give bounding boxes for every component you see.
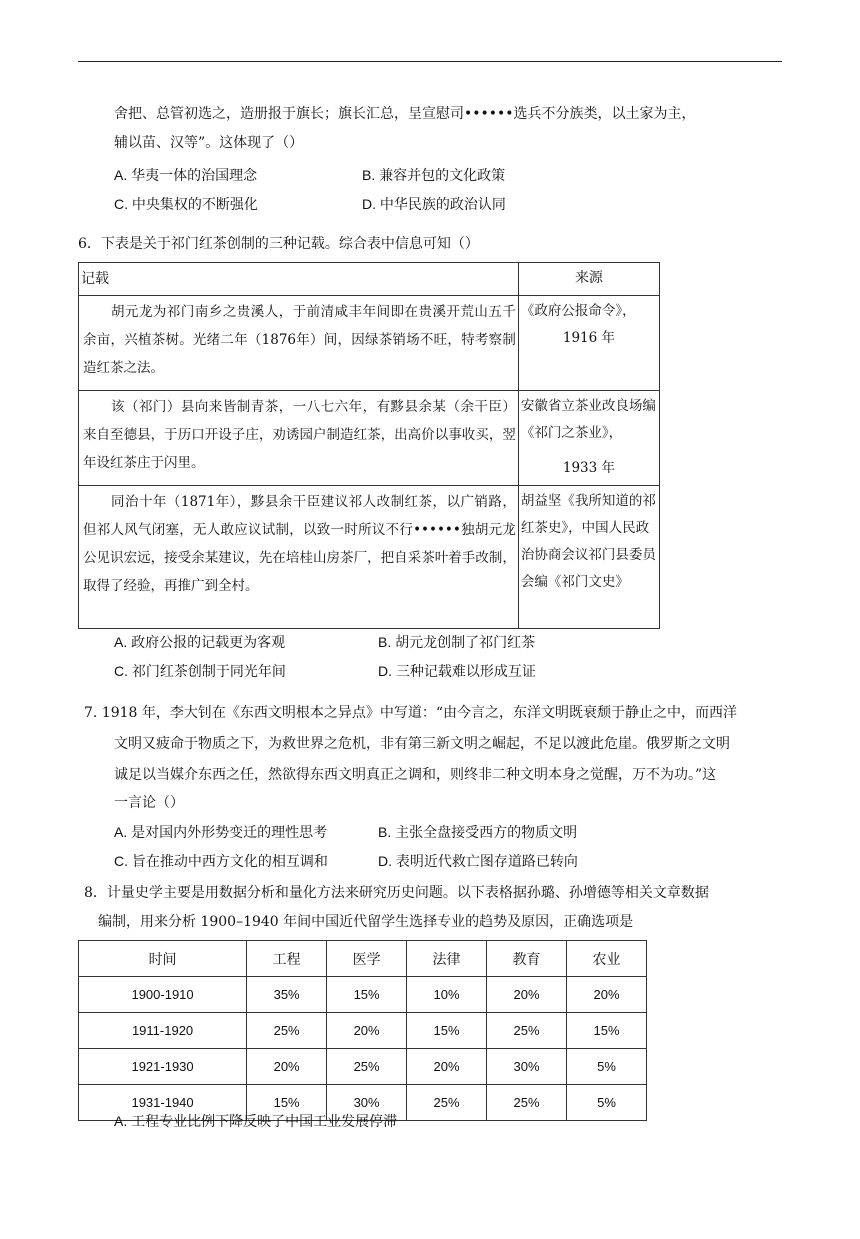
q8-stem-line1: 8．计量史学主要是用数据分析和量化方法来研究历史问题。以下表格据孙璐、孙增德等相关文章数据 bbox=[84, 885, 709, 901]
table-cell: 20% bbox=[487, 977, 567, 1013]
table-header-row bbox=[79, 263, 660, 296]
table-row bbox=[79, 1049, 647, 1085]
header-source: 来源 bbox=[518, 263, 659, 296]
table-row bbox=[79, 296, 660, 391]
table-row bbox=[79, 977, 647, 1013]
header-cell: 法律 bbox=[407, 941, 487, 977]
q5-option-a[interactable]: A. 华夷一体的治国理念 bbox=[114, 167, 258, 184]
q5-stem-line2: 辅以苗、汉等”。这体现了（） bbox=[114, 135, 304, 151]
table-cell: 15% bbox=[567, 1013, 647, 1049]
table-cell: 15% bbox=[327, 977, 407, 1013]
table-cell: 5% bbox=[567, 1049, 647, 1085]
table-cell: 1931-1940 bbox=[79, 1085, 247, 1121]
table-cell: 20% bbox=[247, 1049, 327, 1085]
q7-stem-line1: 7. 1918 年，李大钊在《东西文明根本之异点》中写道：“由今言之，东洋文明既衰颓于静止之中，而西洋 bbox=[84, 705, 738, 721]
q7-stem-line4: 一言论（） bbox=[114, 795, 184, 811]
table-cell: 1921-1930 bbox=[79, 1049, 247, 1085]
record-text: 同治十年（1871年），黟县余干臣建议祁人改制红茶，以广销路，但祁人风气闭塞，无人敢应议试制，以致一时所议不行••••••独胡元龙公见识宏远，接受余某建议，先在培桂山房茶厂，把自采茶叶着手改制，取得了经验，再推广到全村。 bbox=[79, 486, 519, 629]
q5-option-d[interactable]: D. 中华民族的政治认同 bbox=[362, 196, 506, 213]
record-source: 安徽省立茶业改良场编《祁门之茶业》， 1933 年 bbox=[518, 391, 659, 486]
table-cell: 5% bbox=[567, 1085, 647, 1121]
table-cell: 30% bbox=[327, 1085, 407, 1121]
table-cell: 1911-1920 bbox=[79, 1013, 247, 1049]
table-row bbox=[79, 1013, 647, 1049]
q7-option-a[interactable]: A. 是对国内外形势变迁的理性思考 bbox=[114, 824, 328, 841]
q6-option-b[interactable]: B. 胡元龙创制了祁门红茶 bbox=[378, 634, 536, 651]
header-cell: 时间 bbox=[79, 941, 247, 977]
table-cell: 15% bbox=[407, 1013, 487, 1049]
table-cell: 15% bbox=[247, 1085, 327, 1121]
table-cell: 20% bbox=[327, 1013, 407, 1049]
table-cell: 25% bbox=[407, 1085, 487, 1121]
table-cell: 25% bbox=[487, 1013, 567, 1049]
header-cell: 工程 bbox=[247, 941, 327, 977]
table-cell: 35% bbox=[247, 977, 327, 1013]
header-rule bbox=[78, 61, 782, 62]
table-cell: 30% bbox=[487, 1049, 567, 1085]
record-source: 胡益坚《我所知道的祁红茶史》，中国人民政治协商会议祁门县委员会编《祁门文史》 bbox=[518, 486, 659, 629]
table-row bbox=[79, 486, 660, 629]
q8-option-a[interactable]: A. 工程专业比例下降反映了中国工业发展停滞 bbox=[114, 1113, 398, 1130]
q7-option-d[interactable]: D. 表明近代救亡图存道路已转向 bbox=[378, 853, 578, 870]
q5-stem-line1: 舍把、总管初选之，造册报于旗长；旗长汇总，呈宣慰司••••••选兵不分族类，以土家为主， bbox=[114, 106, 696, 122]
q8-majors-table bbox=[78, 940, 647, 1121]
q6-records-table bbox=[78, 262, 660, 629]
record-text: 该（祁门）县向来皆制青茶，一八七六年，有黟县余某（余干臣）来自至德县，于历口开设子庄，劝诱园户制造红茶，出高价以事收买，翌年设红茶庄于闪里。 bbox=[79, 391, 519, 486]
q5-option-c[interactable]: C. 中央集权的不断强化 bbox=[114, 196, 258, 213]
header-cell: 医学 bbox=[327, 941, 407, 977]
q6-option-a[interactable]: A. 政府公报的记载更为客观 bbox=[114, 634, 286, 651]
table-cell: 20% bbox=[407, 1049, 487, 1085]
table-header-row bbox=[79, 941, 647, 977]
table-cell: 25% bbox=[247, 1013, 327, 1049]
q7-stem-line3: 诚足以当媒介东西之任，然欲得东西文明真正之调和，则终非二种文明本身之觉醒，万不为功。”这 bbox=[114, 767, 717, 783]
q7-option-b[interactable]: B. 主张全盘接受西方的物质文明 bbox=[378, 824, 578, 841]
q6-option-d[interactable]: D. 三种记载难以形成互证 bbox=[378, 663, 536, 680]
header-record: 记载 bbox=[79, 263, 519, 296]
table-row bbox=[79, 391, 660, 486]
q7-option-c[interactable]: C. 旨在推动中西方文化的相互调和 bbox=[114, 853, 328, 870]
q5-option-b[interactable]: B. 兼容并包的文化政策 bbox=[362, 167, 506, 184]
table-cell: 25% bbox=[327, 1049, 407, 1085]
q7-stem-line2: 文明又疲命于物质之下，为救世界之危机，非有第三新文明之崛起，不足以渡此危崖。俄罗斯之文明 bbox=[114, 736, 730, 752]
table-cell: 10% bbox=[407, 977, 487, 1013]
header-cell: 农业 bbox=[567, 941, 647, 977]
q8-stem-line2: 编制，用来分析 1900–1940 年间中国近代留学生选择专业的趋势及原因，正确选项是 bbox=[98, 914, 634, 930]
header-cell: 教育 bbox=[487, 941, 567, 977]
q6-stem: 6．下表是关于祁门红茶创制的三种记载。综合表中信息可知（） bbox=[78, 236, 479, 252]
table-cell: 25% bbox=[487, 1085, 567, 1121]
table-cell: 1900-1910 bbox=[79, 977, 247, 1013]
record-text: 胡元龙为祁门南乡之贵溪人，于前清咸丰年间即在贵溪开荒山五千余亩，兴植茶树。光绪二年（1876年）间，因绿茶销场不旺，特考察制造红茶之法。 bbox=[79, 296, 519, 391]
record-source: 《政府公报命令》， 1916 年 bbox=[518, 296, 659, 391]
table-cell: 20% bbox=[567, 977, 647, 1013]
q6-option-c[interactable]: C. 祁门红茶创制于同光年间 bbox=[114, 663, 286, 680]
